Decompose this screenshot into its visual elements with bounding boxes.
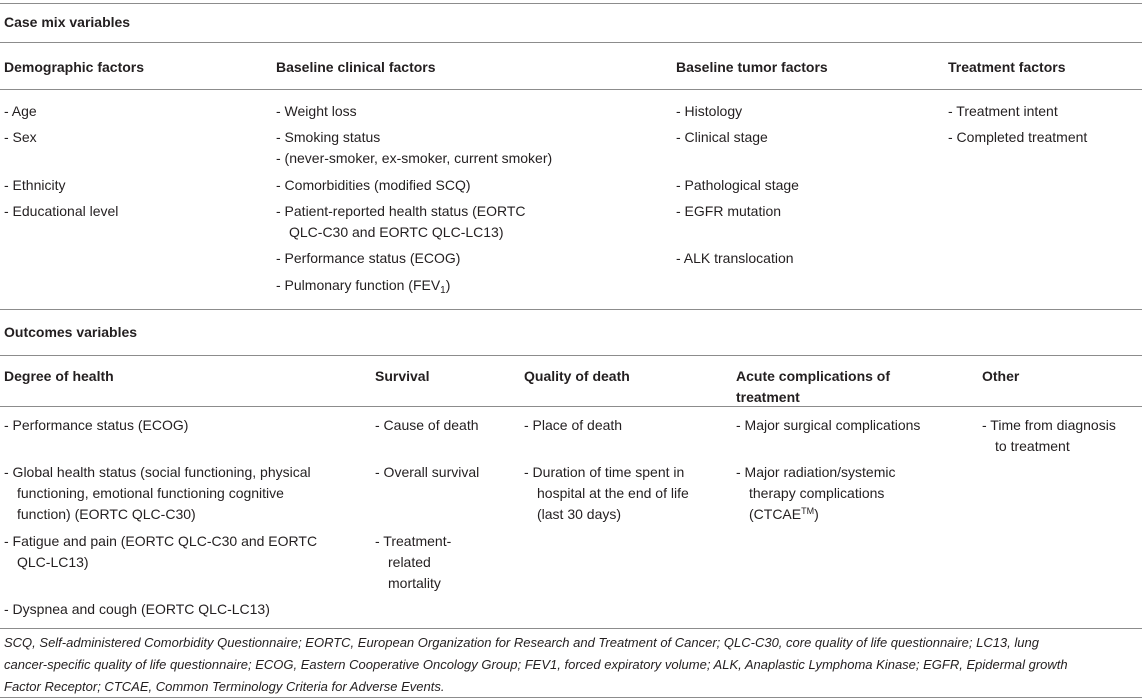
footnote-line-1: SCQ, Self-administered Comorbidity Questionnaire; EORTC, European Organization for Research and Treatment of Cancer; QLC-C30, core quality of life questionnaire; LC13, lung xyxy=(4,635,1039,650)
header-baseline-tumor-factors: Baseline tumor factors xyxy=(676,59,828,75)
header-acute-complications: Acute complications of xyxy=(736,368,891,384)
list-item-global-health-status-cont2: function) (EORTC QLC-C30) xyxy=(17,506,196,522)
rule-outcomes-end xyxy=(0,628,1142,629)
list-item-cause-of-death: - Cause of death xyxy=(375,417,479,433)
rule-outcomes-title xyxy=(0,355,1142,356)
list-item-pathological-stage: - Pathological stage xyxy=(676,177,799,193)
list-item-smoking-categories: - (never-smoker, ex-smoker, current smoker) xyxy=(276,150,553,166)
list-item-performance-status: - Performance status (ECOG) xyxy=(276,250,461,266)
list-item-global-health-status: - Global health status (social functioning, physical xyxy=(4,464,311,480)
footnote-line-2: cancer-specific quality of life questionnaire; ECOG, Eastern Cooperative Oncology Group; FEV1, forced expiratory volume; ALK, Anaplastic Lymphoma Kinase; EGFR, Epidermal growth xyxy=(4,657,1068,672)
list-item-fatigue-pain-cont: QLC-LC13) xyxy=(17,554,89,570)
header-baseline-clinical-factors: Baseline clinical factors xyxy=(276,59,436,75)
header-treatment-factors: Treatment factors xyxy=(948,59,1066,75)
list-item-weight-loss: - Weight loss xyxy=(276,103,357,119)
list-item-duration-in-hospital-cont2: (last 30 days) xyxy=(537,506,622,522)
list-item-dyspnea-cough: - Dyspnea and cough (EORTC QLC-LC13) xyxy=(4,601,270,617)
rule-case-mix-title xyxy=(0,42,1142,43)
footnote-line-3: Factor Receptor; CTCAE, Common Terminology Criteria for Adverse Events. xyxy=(4,679,445,694)
list-item-global-health-status-cont1: functioning, emotional functioning cognitive xyxy=(17,485,284,501)
ctcae-trademark: TM xyxy=(801,506,815,516)
list-item-patient-reported-health: - Patient-reported health status (EORTC xyxy=(276,203,526,219)
rule-top xyxy=(0,3,1142,4)
list-item-clinical-stage: - Clinical stage xyxy=(676,129,768,145)
list-item-time-from-diagnosis: - Time from diagnosis xyxy=(982,417,1116,433)
header-survival: Survival xyxy=(375,368,430,384)
list-item-educational-level: - Educational level xyxy=(4,203,119,219)
header-other: Other xyxy=(982,368,1020,384)
list-item-histology: - Histology xyxy=(676,103,743,119)
list-item-patient-reported-health-cont: QLC-C30 and EORTC QLC-LC13) xyxy=(289,224,504,240)
list-item-smoking-status: - Smoking status xyxy=(276,129,381,145)
list-item-treatment-related-mortality: - Treatment- xyxy=(375,533,452,549)
list-item-ethnicity: - Ethnicity xyxy=(4,177,66,193)
list-item-completed-treatment: - Completed treatment xyxy=(948,129,1088,145)
header-demographic-factors: Demographic factors xyxy=(4,59,145,75)
header-quality-of-death: Quality of death xyxy=(524,368,630,384)
list-item-duration-in-hospital-cont1: hospital at the end of life xyxy=(537,485,689,501)
header-acute-complications-cont: treatment xyxy=(736,389,800,405)
rule-outcomes-headers xyxy=(0,406,1142,407)
list-item-sex: - Sex xyxy=(4,129,37,145)
list-item-time-from-diagnosis-cont: to treatment xyxy=(995,438,1070,454)
list-item-fatigue-pain: - Fatigue and pain (EORTC QLC-C30 and EORTC xyxy=(4,533,318,549)
list-item-egfr-mutation: - EGFR mutation xyxy=(676,203,782,219)
list-item-major-radiation-complications-cont1: therapy complications xyxy=(749,485,885,501)
list-item-major-radiation-complications-cont2 xyxy=(749,504,819,525)
list-item-age: - Age xyxy=(4,103,37,119)
ctcae-text: (CTCAE xyxy=(749,506,802,522)
list-item-major-surgical-complications: - Major surgical complications xyxy=(736,417,921,433)
list-item-treatment-related-mortality-cont1: related xyxy=(388,554,431,570)
header-degree-of-health: Degree of health xyxy=(4,368,114,384)
list-item-place-of-death: - Place of death xyxy=(524,417,623,433)
rule-case-mix-end xyxy=(0,309,1142,310)
section-title-case-mix: Case mix variables xyxy=(4,14,131,30)
list-item-performance-status-outcome: - Performance status (ECOG) xyxy=(4,417,189,433)
rule-case-mix-headers xyxy=(0,89,1142,90)
ctcae-close: ) xyxy=(814,506,819,522)
list-item-pulmonary-function xyxy=(276,275,450,296)
pulmonary-function-text: - Pulmonary function (FEV xyxy=(276,277,441,293)
pulmonary-function-close: ) xyxy=(445,277,451,293)
section-title-outcomes: Outcomes variables xyxy=(4,324,138,340)
list-item-treatment-related-mortality-cont2: mortality xyxy=(388,575,441,591)
pulmonary-function-subscript: 1 xyxy=(440,285,446,296)
list-item-major-radiation-complications: - Major radiation/systemic xyxy=(736,464,896,480)
list-item-alk-translocation: - ALK translocation xyxy=(676,250,794,266)
list-item-overall-survival: - Overall survival xyxy=(375,464,480,480)
list-item-duration-in-hospital: - Duration of time spent in xyxy=(524,464,685,480)
list-item-comorbidities: - Comorbidities (modified SCQ) xyxy=(276,177,471,193)
list-item-treatment-intent: - Treatment intent xyxy=(948,103,1058,119)
